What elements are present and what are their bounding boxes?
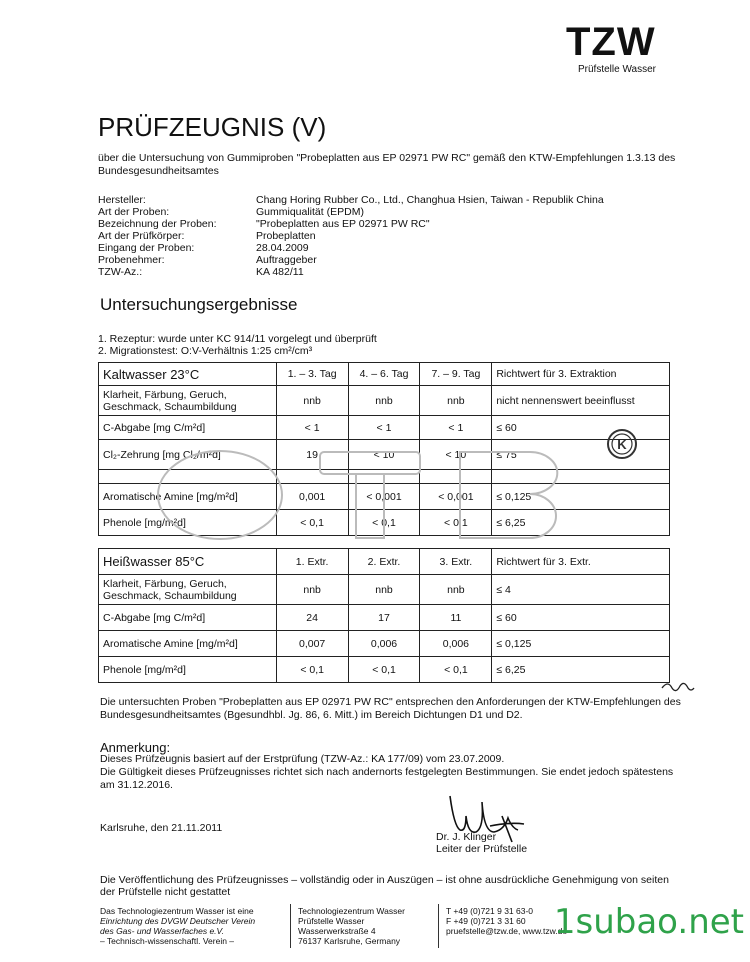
- table-header-row: [99, 363, 670, 386]
- footer-line: 76137 Karlsruhe, Germany: [298, 936, 401, 946]
- footer-line: – Technisch-wissenschaftl. Verein –: [100, 936, 235, 946]
- table-row: [99, 386, 670, 416]
- remark-item: Die Gültigkeit dieses Prüfzeugnisses richtet sich nach andernorts festgelegten Bestimmungen. Sie endet jedoch spätestens am 31.12.2016.: [100, 766, 674, 791]
- detail-value: "Probeplatten aus EP 02971 PW RC": [256, 218, 430, 230]
- table-cell: < 0,1: [276, 657, 348, 683]
- footer-line: F +49 (0)721 3 31 60: [446, 916, 526, 926]
- table-cell: nicht nennenswert beeinflusst: [492, 386, 670, 416]
- table-row: [99, 657, 670, 683]
- logo-subtitle: Prüfstelle Wasser: [578, 64, 656, 75]
- remarks: [100, 753, 680, 792]
- table-cell: ≤ 75: [492, 440, 670, 470]
- table-cell: Klarheit, Färbung, Geruch, Geschmack, Schaumbildung: [99, 386, 277, 416]
- detail-label: Eingang der Proben:: [98, 242, 195, 254]
- table-cell: Cl₂-Zehrung [mg Cl₂/m²d]: [99, 440, 277, 470]
- table-header: 7. – 9. Tag: [420, 363, 492, 386]
- table-cell: ≤ 6,25: [492, 510, 670, 536]
- details-block: [98, 194, 698, 284]
- table-cell: nnb: [276, 386, 348, 416]
- place-date: Karlsruhe, den 21.11.2011: [100, 822, 223, 834]
- detail-label: Art der Proben:: [98, 206, 170, 218]
- footer-divider: [438, 904, 439, 948]
- table-header-row: [99, 549, 670, 575]
- table-cell: Klarheit, Färbung, Geruch, Geschmack, Schaumbildung: [99, 575, 277, 605]
- table-header: Richtwert für 3. Extr.: [492, 549, 670, 575]
- table-cell: nnb: [348, 386, 420, 416]
- table-header: 4. – 6. Tag: [348, 363, 420, 386]
- table-cell: ≤ 6,25: [492, 657, 670, 683]
- table-header: 1. – 3. Tag: [276, 363, 348, 386]
- detail-label: Probenehmer:: [98, 254, 165, 266]
- publication-footnote: Die Veröffentlichung des Prüfzeugnisses – vollständig oder in Auszügen – ist ohne ausdrückliche Genehmigung von seiten der Prüfstelle nicht gestattet: [100, 874, 669, 898]
- signer-block: [436, 831, 527, 855]
- table-cell: Phenole [mg/m²d]: [99, 657, 277, 683]
- table-cell: 0,007: [276, 631, 348, 657]
- detail-label: Hersteller:: [98, 194, 146, 206]
- table-header: Kaltwasser 23°C: [99, 363, 277, 386]
- table-header: Heißwasser 85°C: [99, 549, 277, 575]
- table-cell: < 0,1: [420, 657, 492, 683]
- table-cell: nnb: [348, 575, 420, 605]
- table-cell: < 0,1: [420, 510, 492, 536]
- footer-divider: [290, 904, 291, 948]
- table-cell: 0,006: [420, 631, 492, 657]
- table-header: 2. Extr.: [348, 549, 420, 575]
- table-cell: < 0,1: [276, 510, 348, 536]
- detail-value: Chang Horing Rubber Co., Ltd., Changhua Hsien, Taiwan - Republik China: [256, 194, 604, 206]
- signer-role: Leiter der Prüfstelle: [436, 843, 528, 855]
- table-cell: 11: [420, 605, 492, 631]
- site-watermark: 1subao.net: [553, 902, 744, 942]
- table-cell: ≤ 0,125: [492, 631, 670, 657]
- table-cell: Phenole [mg/m²d]: [99, 510, 277, 536]
- table-cell: ≤ 4: [492, 575, 670, 605]
- table-cell: < 10: [348, 440, 420, 470]
- table-cell: nnb: [276, 575, 348, 605]
- detail-value: KA 482/11: [256, 266, 304, 278]
- table-row: [99, 416, 670, 440]
- table-cell: nnb: [420, 386, 492, 416]
- footer-line: Einrichtung des DVGW Deutscher Verein: [100, 916, 256, 926]
- detail-value: Probeplatten: [256, 230, 316, 242]
- table-cell: ≤ 0,125: [492, 484, 670, 510]
- table-cell: nnb: [420, 575, 492, 605]
- tzw-logo: TZW: [566, 20, 656, 64]
- detail-value: Auftraggeber: [256, 254, 317, 266]
- intro-text: über die Untersuchung von Gummiproben "Probeplatten aus EP 02971 PW RC" gemäß den KTW-Empfehlungen 1.3.13 des Bundesgesundheitsamtes: [98, 152, 676, 177]
- table-cell: ≤ 60: [492, 605, 670, 631]
- table-header: 1. Extr.: [276, 549, 348, 575]
- table-cell: < 0,001: [348, 484, 420, 510]
- page-title: PRÜFZEUGNIS (V): [98, 112, 327, 142]
- table-cell: < 0,1: [348, 657, 420, 683]
- table-cell: 0,001: [276, 484, 348, 510]
- detail-value: Gummiqualität (EPDM): [256, 206, 364, 218]
- detail-label: Bezeichnung der Proben:: [98, 218, 217, 230]
- table-cell: < 1: [348, 416, 420, 440]
- footer-line: pruefstelle@tzw.de, www.tzw.de: [446, 926, 568, 936]
- detail-value: 28.04.2009: [256, 242, 309, 254]
- table-cell: < 1: [420, 416, 492, 440]
- footer-line: Wasserwerkstraße 4: [298, 926, 376, 936]
- table-cell: 17: [348, 605, 420, 631]
- table-cell: Aromatische Amine [mg/m²d]: [99, 484, 277, 510]
- table-header: Richtwert für 3. Extraktion: [492, 363, 670, 386]
- detail-label: Art der Prüfkörper:: [98, 230, 185, 242]
- footer-col-1: [100, 906, 285, 946]
- detail-label: TZW-Az.:: [98, 266, 143, 278]
- footer-line: Technologiezentrum Wasser: [298, 906, 405, 916]
- footer-line: T +49 (0)721 9 31 63-0: [446, 906, 534, 916]
- test-notes: [98, 333, 377, 357]
- table-cell: < 0,1: [348, 510, 420, 536]
- table-cell: Aromatische Amine [mg/m²d]: [99, 631, 277, 657]
- table-cell: C-Abgabe [mg C/m²d]: [99, 416, 277, 440]
- footer-line: Prüfstelle Wasser: [298, 916, 365, 926]
- initials-mark: [660, 678, 696, 694]
- table-row: [99, 605, 670, 631]
- table-cell: ≤ 60: [492, 416, 670, 440]
- footer-col-2: [298, 906, 433, 946]
- remark-heading: Anmerkung:: [100, 740, 171, 755]
- table-row: [99, 631, 670, 657]
- table-cell: 19: [276, 440, 348, 470]
- table-cell: < 0,001: [420, 484, 492, 510]
- section-title: Untersuchungsergebnisse: [100, 295, 298, 314]
- footer-line: des Gas- und Wasserfaches e.V.: [100, 926, 224, 936]
- note-item: 2. Migrationstest: O:V-Verhältnis 1:25 cm²/cm³: [98, 345, 313, 357]
- table-cell: 24: [276, 605, 348, 631]
- remark-item: Dieses Prüfzeugnis basiert auf der Erstprüfung (TZW-Az.: KA 177/09) vom 23.07.2009.: [100, 753, 505, 765]
- table-row: [99, 575, 670, 605]
- footer-line: Das Technologiezentrum Wasser ist eine: [100, 906, 254, 916]
- otb-watermark: [150, 440, 600, 550]
- table-cell: 0,006: [348, 631, 420, 657]
- table-cell: < 1: [276, 416, 348, 440]
- note-item: 1. Rezeptur: wurde unter KC 914/11 vorgelegt und überprüft: [98, 333, 377, 345]
- signer-name: Dr. J. Klinger: [436, 831, 497, 843]
- table-header: 3. Extr.: [420, 549, 492, 575]
- conclusion-text: Die untersuchten Proben "Probeplatten aus EP 02971 PW RC" entsprechen den Anforderungen der KTW-Empfehlungen des Bundesgesundheitsamtes (Bgesundhbl. Jg. 86, 6. Mitt.) im Bereich Dichtungen D1 und D2.: [100, 696, 681, 721]
- svg-text:K: K: [617, 437, 627, 452]
- k-stamp-icon: [606, 428, 638, 460]
- table-cell: C-Abgabe [mg C/m²d]: [99, 605, 277, 631]
- table-cell: < 10: [420, 440, 492, 470]
- hot-water-table: [98, 548, 670, 683]
